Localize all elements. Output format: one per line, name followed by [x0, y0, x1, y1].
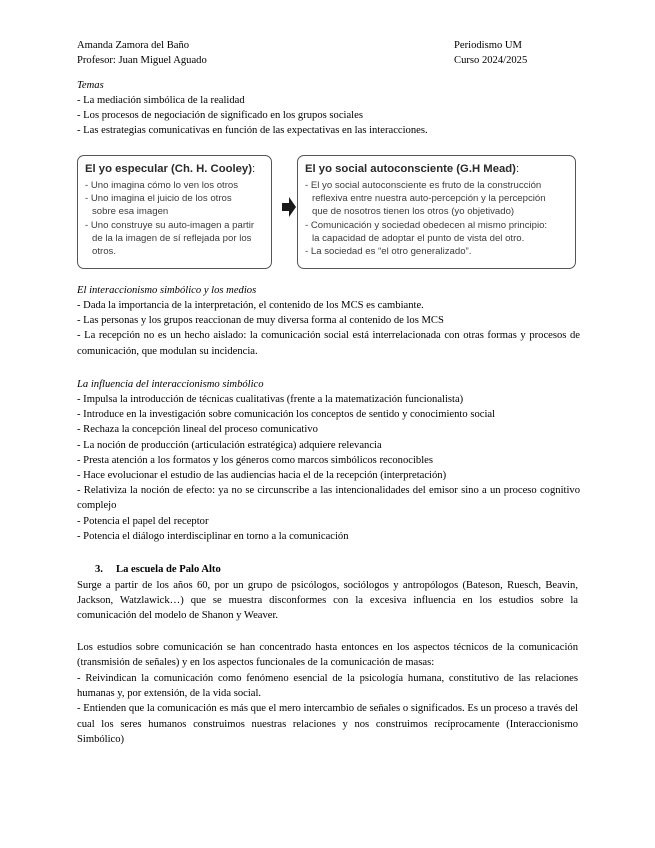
box-line: sobre esa imagen [92, 206, 169, 218]
list-item: - Impulsa la introducción de técnicas cualitativas (frente a la matematización funcionalista) [77, 394, 464, 405]
list-item: - Los procesos de negociación de significado en los grupos sociales [77, 110, 363, 122]
list-item: - Rechaza la concepción lineal del proceso comunicativo [77, 424, 318, 436]
list-item: - Presta atención a los formatos y los géneros como marcos simbólicos reconocibles [77, 454, 433, 466]
course-year: Curso 2024/2025 [454, 55, 528, 66]
list-item: - Las personas y los grupos reaccionan de muy diversa forma al contenido de los MCS [77, 315, 444, 327]
list-item: - La mediación simbólica de la realidad [77, 95, 245, 106]
box-line: - Uno construye su auto-imagen a partir [85, 219, 255, 231]
medios-heading: El interaccionismo simbólico y los medios [77, 285, 257, 296]
box-line: de la la imagen de sí reflejada por los [92, 232, 252, 244]
box-line: reflexiva entre nuestra auto-percepción y la percepción [312, 193, 546, 205]
right-arrow-icon [282, 197, 296, 217]
list-item: - Dada la importancia de la interpretación, el contenido de los MCS es cambiante. [77, 300, 424, 311]
list-item: - Las estrategias comunicativas en función de las expectativas en las interacciones. [77, 125, 428, 137]
medios-list [77, 298, 580, 359]
box-line: otros. [92, 246, 116, 258]
list-item: - Entienden que la comunicación es más que el mero intercambio de señales o significados. Es un proceso a través del cual los seres humanos construimos nuestras relaciones y nos construimos recíprocamente (Interaccionismo Simbólico) [77, 703, 578, 745]
section-number: 3. [95, 564, 103, 575]
box-line: - Uno imagina el juicio de los otros [85, 193, 232, 205]
palo-alto-list [77, 671, 578, 747]
box-line: - La sociedad es “el otro generalizado”. [305, 246, 472, 258]
professor-name: Profesor: Juan Miguel Aguado [77, 55, 207, 66]
box-yo-social-autoconsciente [297, 155, 576, 269]
list-item: - Hace evolucionar el estudio de las audiencias hacia el de la recepción (interpretación) [77, 470, 447, 482]
temas-heading: Temas [77, 80, 104, 91]
influencia-list [77, 392, 580, 544]
temas-list [77, 93, 580, 139]
list-item: - Relativiza la noción de efecto: ya no se circunscribe a las intencionalidades del emisor sino a un proceso cognitivo complejo [77, 485, 580, 512]
box-line: - El yo social autoconsciente es fruto de la construcción [305, 180, 542, 191]
box-line: - Uno imagina cómo lo ven los otros [85, 180, 239, 191]
box-line: - Comunicación y sociedad obedecen al mismo principio: [305, 219, 548, 231]
palo-alto-paragraph: Los estudios sobre comunicación se han concentrado hasta entonces en los aspectos técnicos de la comunicación (transmisión de señales) y en los aspectos funcionales de la comunicación de masas: [77, 642, 578, 669]
box-line: la capacidad de adoptar el punto de vista del otro. [312, 232, 525, 244]
author-name: Amanda Zamora del Baño [77, 40, 190, 51]
list-item: - La noción de producción (articulación estratégica) adquiere relevancia [77, 439, 382, 451]
box-title: El yo social autoconsciente (G.H Mead): [305, 163, 520, 175]
list-item: - Potencia el diálogo interdisciplinar en torno a la comunicación [77, 530, 349, 542]
box-yo-especular [77, 155, 272, 269]
palo-alto-intro: Surge a partir de los años 60, por un grupo de psicólogos, sociólogos y antropólogos (Bateson, Ruesch, Beavin, Jackson, Watzlawick…) que se muestra disconformes con la excesiva influencia en los estudios sobre la comunicación del modelo de Shanon y Weaver. [77, 580, 578, 622]
list-item: - Introduce en la investigación sobre comunicación los conceptos de sentido y conocimiento social [77, 409, 496, 421]
list-item: - La recepción no es un hecho aislado: la comunicación social está interrelacionada con otras formas y procesos de comunicación, que modulan su incidencia. [77, 330, 580, 357]
influencia-heading: La influencia del interaccionismo simbólico [77, 379, 264, 390]
section-title: La escuela de Palo Alto [116, 564, 221, 575]
subject-name: Periodismo UM [454, 40, 522, 51]
list-item: - Potencia el papel del receptor [77, 515, 209, 527]
box-line: que de nosotros tienen los otros (yo objetivado) [312, 206, 515, 218]
box-title: El yo especular (Ch. H. Cooley): [85, 163, 256, 175]
list-item: - Reivindican la comunicación como fenómeno esencial de la psicología humana, constitutivo de las relaciones humanas y, por extensión, de la vida social. [77, 673, 578, 700]
